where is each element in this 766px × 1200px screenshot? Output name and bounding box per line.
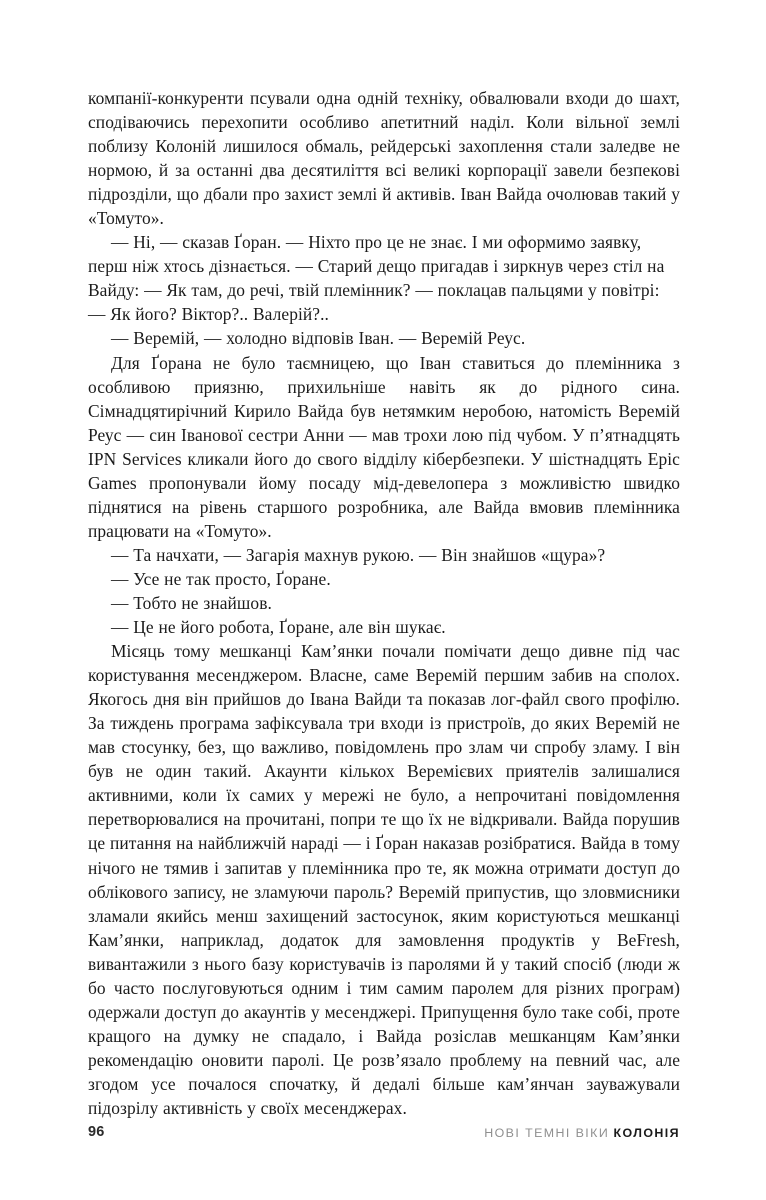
dialogue-line: — Ні, — сказав Ґоран. — Ніхто про це не знає. І ми оформимо заявку, перш ніж хтось дізнається. — Старий дещо пригадав і зиркнув через стіл на Вайду: — Як там, до речі, твій племінник? — поклацав пальцями у повітрі: — Як його? Віктор?.. Валерій?.. [88, 232, 665, 325]
page-footer [0, 1124, 766, 1152]
dialogue-line: — Веремій, — холодно відповів Іван. — Веремій Реус. [111, 328, 526, 349]
paragraph: Місяць тому мешканці Кам’янки почали помічати дещо дивне під час користування месенджером. Власне, саме Веремій першим забив на сполох. Якогось дня він прийшов до Івана Вайди та показав лог-файл свого профілю. За тиждень програма зафіксувала три входи із пристроїв, до яких Веремій не мав стосунку, без, що важливо, повідомлень про злам чи спробу зламу. І він був не один такий. Акаунти кількох Веремієвих приятелів залишалися активними, коли їх самих у мережі не було, а непрочитані повідомлення перетворювалися на прочитані, попри те що їх не відкривали. Вайда порушив це питання на найближчій нараді — і Ґоран наказав розібратися. Вайда в тому нічого не тямив і запитав у племінника про те, як можна отримати доступ до облікового запису, не зламуючи пароль? Веремій припустив, що зловмисники зламали якийсь менш захищений застосунок, яким користуються мешканці Кам’янки, наприклад, додаток для замовлення продуктів у BeFresh, вивантажили з нього базу користувачів із паролями й у такий спосіб (люди ж бо часто послуговуються одним і тим самим паролем для різних програм) одержали доступ до акаунтів у месенджері. Припущення було таке собі, проте кращого на думку не спадало, і Вайда розіслав мешканцям Кам’янки рекомендацію оновити паролі. Це розв’язало проблему на певний час, але згодом усе почалося спочатку, й дедалі більше кам’янчан зауважували підозрілу активність у своїх месенджерах. [88, 641, 680, 1118]
dialogue-line: — Усе не так просто, Ґоране. [111, 568, 331, 589]
page-number: 96 [88, 1124, 105, 1140]
running-head-series: НОВІ ТЕМНІ ВІКИ [484, 1126, 610, 1140]
dialogue-line: — Тобто не знайшов. [111, 592, 272, 613]
paragraph-continued: компанії-конкуренти псували одна одній техніку, обвалювали входи до шахт, сподіваючись перехопити особливо апетитний наділ. Коли вільної землі поблизу Колоній лишилося обмаль, рейдерські захоплення стали заледве не нормою, й за останні два десятиліття всі великі корпорації завели безпекові підрозділи, що дбали про захист землі й активів. Іван Вайда очолював такий у «Томуто». [88, 88, 680, 229]
running-head [484, 1125, 680, 1141]
dialogue-line: — Це не його робота, Ґоране, але він шукає. [111, 617, 446, 638]
body-text-column [88, 86, 680, 1120]
dialogue-line: — Та начхати, — Загарія махнув рукою. — Він знайшов «щура»? [111, 544, 606, 565]
paragraph: Для Ґорана не було таємницею, що Іван ставиться до племінника з особливою приязню, прихильніше навіть як до рідного сина. Сімнадцятирічний Кирило Вайда був нетямким неробою, натомість Веремій Реус — син Іванової сестри Анни — мав трохи лою під чубом. У п’ятнадцять IPN Services кликали його до свого відділу кібербезпеки. У шістнадцять Epic Games пропонували йому посаду мід-девелопера з можливістю швидко піднятися на рівень старшого розробника, але Вайда вмовив племінника працювати на «Томуто». [88, 352, 680, 541]
running-head-title: КОЛОНІЯ [613, 1126, 680, 1140]
